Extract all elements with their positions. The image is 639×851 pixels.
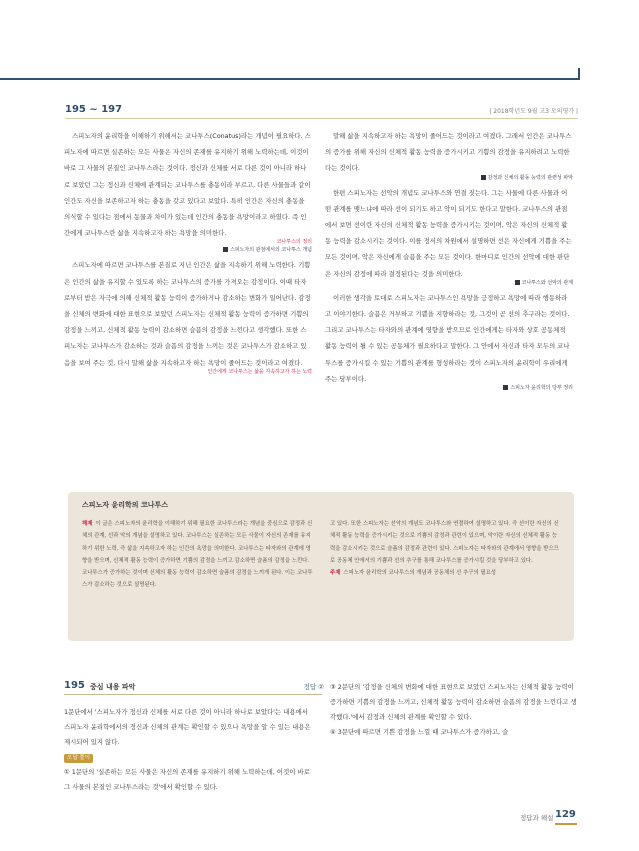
paragraph-2: 스피노자에 따르면 코나투스를 본질로 지닌 인간은 삶을 지속하기 위해 노력한다. 기쁨은 인간의 삶을 유지할 수 있도록 하는 코나투스의 증가를 가져오는 감정이다. 이때 타자로부터 받은 자극에 의해 신체적 활동 능력이 증가하거나 감소하는 변화가 일어난다. 감정을 신체의 변화에 대한 표현으로 보았던 스피노자는 신체적 활동 능력이 증가하면 기쁨의 감정을 느끼고, 신체적 활동 능력이 감소하면 슬픔의 감정을 느낀다고 생각했다. 또한 스피노자는 코나투스가 감소하는 것과 슬픔의 감정을 느끼는 것은 코나투스가 감소하고 있음을 보여 주는 것, 다시 말해 삶을 지속하고자 하는 욕망이 줄어드는 것이라고 여겼다. — [64, 261, 311, 367]
question-answer: 정답 ② — [303, 683, 324, 691]
paragraph-1: 스피노자의 윤리학을 이해하기 위해서는 코나투스(Conatus)라는 개념이 필요하다. 스피노자에 따르면 실존하는 모든 사물은 자신의 존재를 유지하기 위해 노력하는데, 이것이 바로 그 사물의 본질인 코나투스라는 것이다. 정신과 신체를 서로 다른 것이 아니라 하나로 보았던 그는 정신과 신체에 관계되는 코나투스를 충동이라 부르고, 다른 사물들과 같이 인간도 자신을 보존하고자 하는 충동을 갖고 있다고 보았다. 특히 인간은 자신의 충동을 의식할 수 있다는 점에서 동물과 차이가 있는데 인간의 충동을 욕망이라고 하였다. 즉 인간에게 코나투스란 삶을 지속하고자 하는 욕망을 의미한다. — [64, 132, 311, 238]
passage-right-column — [325, 128, 573, 395]
note: 감정과 신체의 활동 능력의 관련성 파악 — [325, 173, 573, 183]
explanation-left — [64, 705, 314, 795]
note: 인간에게 코나투스는 삶을 지속하고자 하는 노력 — [207, 368, 312, 375]
marker-icon — [503, 385, 508, 390]
exam-source: | 2018학년도 9월 고3 모의평가 | — [489, 108, 578, 115]
question-header — [64, 680, 324, 692]
marker-icon — [515, 280, 520, 285]
explanation-intro: 1문단에서 '스피노자가 정신과 신체를 서로 다른 것이 아니라 하나로 보았다'는 내용에서 스피노자 윤리학에서의 정신과 신체의 관계는 확인할 수 있으나 욕망을 알 수 있는 내용은 제시되어 있지 않다. — [64, 708, 311, 746]
marker-icon — [481, 175, 486, 180]
wrong-answer-badge: 오답 풀이 — [64, 754, 93, 763]
summary-left: 해제 이 글은 스피노자의 윤리학을 이해하기 위해 필요한 코나투스라는 개념을 중심으로 감정과 신체의 관계, 선과 악의 개념을 설명하고 있다. 코나투스는 실존하는 모든 사물이 자신의 존재를 유지하기 위한 노력, 즉 삶을 지속하고자 하는 인간의 욕망을 의미한다. 코나투스는 타자와의 관계에 영향을 받으며, 신체적 활동 능력이 증가하면 기쁨의 감정을 느끼고 감소하면 슬픔의 감정을 느낀다. 코나투스가 증가하는 것이며 신체의 활동 능력이 감소하면 슬픔의 감정을 느끼게 된다. 이는 코나투스가 감소하는 것으로 설명된다. — [82, 518, 314, 592]
theme-text: 스피노자 윤리학의 코나투스의 개념과 공동체의 선 추구의 필요성 — [343, 570, 497, 577]
note: 코나투스의 정의 — [276, 239, 312, 246]
explanation-item-3: ③ 2문단의 '감정을 신체의 변화에 대한 표현으로 보았던 스피노자는 신체적 활동 능력이 증가하면 기쁨의 감정을 느끼고, 신체적 활동 능력이 감소하면 슬픔의 감정을 느낀다고 생각했다.'에서 감정과 신체의 관계를 확인할 수 있다. — [330, 683, 577, 721]
paragraph-2-cont: 말해 삶을 지속하고자 하는 욕망이 줄어드는 것이라고 여겼다. 그래서 인간은 코나투스의 증가를 위해 자신의 신체적 활동 능력을 증가시키고 기쁨의 감정을 유지하려고 노력한다는 것이다. — [325, 132, 572, 173]
theme-tag: 주제 — [330, 570, 341, 577]
paragraph-3: 한편 스피노자는 선악의 개념도 코나투스와 연결 짓는다. 그는 사물에 다른 사물과 어떤 관계를 맺느냐에 따라 선이 되기도 하고 악이 되기도 한다고 말한다. 코나투스의 관점에서 보면 선이란 자신의 신체적 활동 능력을 증가시키는 것이며, 악은 자신의 신체적 활동 능력을 감소시키는 것이다. 이를 정서의 차원에서 설명하면 선은 자신에게 기쁨을 주는 모든 것이며, 악은 자신에게 슬픔을 주는 모든 것이다. 한마디로 인간의 선악에 대한 판단은 자신의 감정에 따라 결정된다는 것을 의미한다. — [325, 188, 572, 278]
explanation-item-4: ④ 3문단에 따르면 기쁜 감정을 느낄 때 코나투스가 증가하고, 슬 — [330, 728, 509, 736]
explanation-right — [330, 680, 580, 740]
footer-label: 정답과 해설 — [520, 814, 554, 822]
page-header — [65, 104, 578, 119]
question-title: 중심 내용 파악 — [90, 683, 136, 691]
page-range: 195 ~ 197 — [65, 104, 123, 115]
marker-icon — [223, 247, 228, 252]
top-rule — [0, 78, 580, 80]
note: 코나투스와 선악의 관계 — [325, 278, 573, 288]
summary-title: 스피노자 윤리학의 코나투스 — [82, 501, 169, 509]
summary-right: 고 있다. 또한 스피노자는 선악의 개념도 코나투스와 연결하여 설명하고 있다. 즉 선이란 자신의 신체적 활동 능력을 증가시키는 것으로 기쁨의 감정과 관련이 있으며, 악이란 자신의 신체적 활동 능력을 감소시키는 것으로 슬픔의 감정과 관련이 있다. 스피노자는 타자와의 관계에서 영향을 받으므로 공동체 안에서의 기쁨과 선의 추구를 통해 코나투스를 증가시킬 것을 당부하고 있다. 주제 스피노자 윤리학의 코나투스의 개념과 공동체의 선 추구의 필요성 — [330, 518, 562, 579]
footer-page-number: 129 — [555, 809, 576, 820]
explain-tag: 해제 — [82, 521, 93, 527]
question-number: 195 — [64, 680, 85, 691]
top-rule-tick — [578, 68, 580, 80]
footer-accent — [555, 823, 577, 825]
note: 스피노자 윤리학의 당부 정리 — [325, 383, 573, 393]
summary-box — [68, 492, 574, 641]
explanation-item-1: ① 1문단의 '실존하는 모든 사물은 자신의 존재를 유지하기 위해 노력하는데, 이것이 바로 그 사물의 본질인 코나투스라는 것'에서 확인할 수 있다. — [64, 768, 310, 791]
paragraph-4: 이러한 생각을 토대로 스피노자는 코나투스인 욕망을 긍정하고 욕망에 따라 행동하라고 이야기한다. 슬픔은 거부하고 기쁨을 지향하라는 것, 그것이 곧 선의 추구라는 것이다. 그리고 코나투스는 타자와의 관계에 영향을 받으므로 인간에게는 타자와 상호 공동체적 활동 능력이 될 수 있는 공동체가 필요하다고 말한다. 그 안에서 자신과 타자 모두의 코나투스를 증가시킬 수 있는 기쁨의 관계를 형성하라는 것이 스피노자의 윤리학이 우리에게 주는 당부이다. — [325, 293, 570, 383]
passage-left-column — [64, 128, 312, 379]
question-rule — [64, 694, 322, 695]
note: 스피노자의 관점에서의 코나투스 개념 — [64, 245, 312, 255]
